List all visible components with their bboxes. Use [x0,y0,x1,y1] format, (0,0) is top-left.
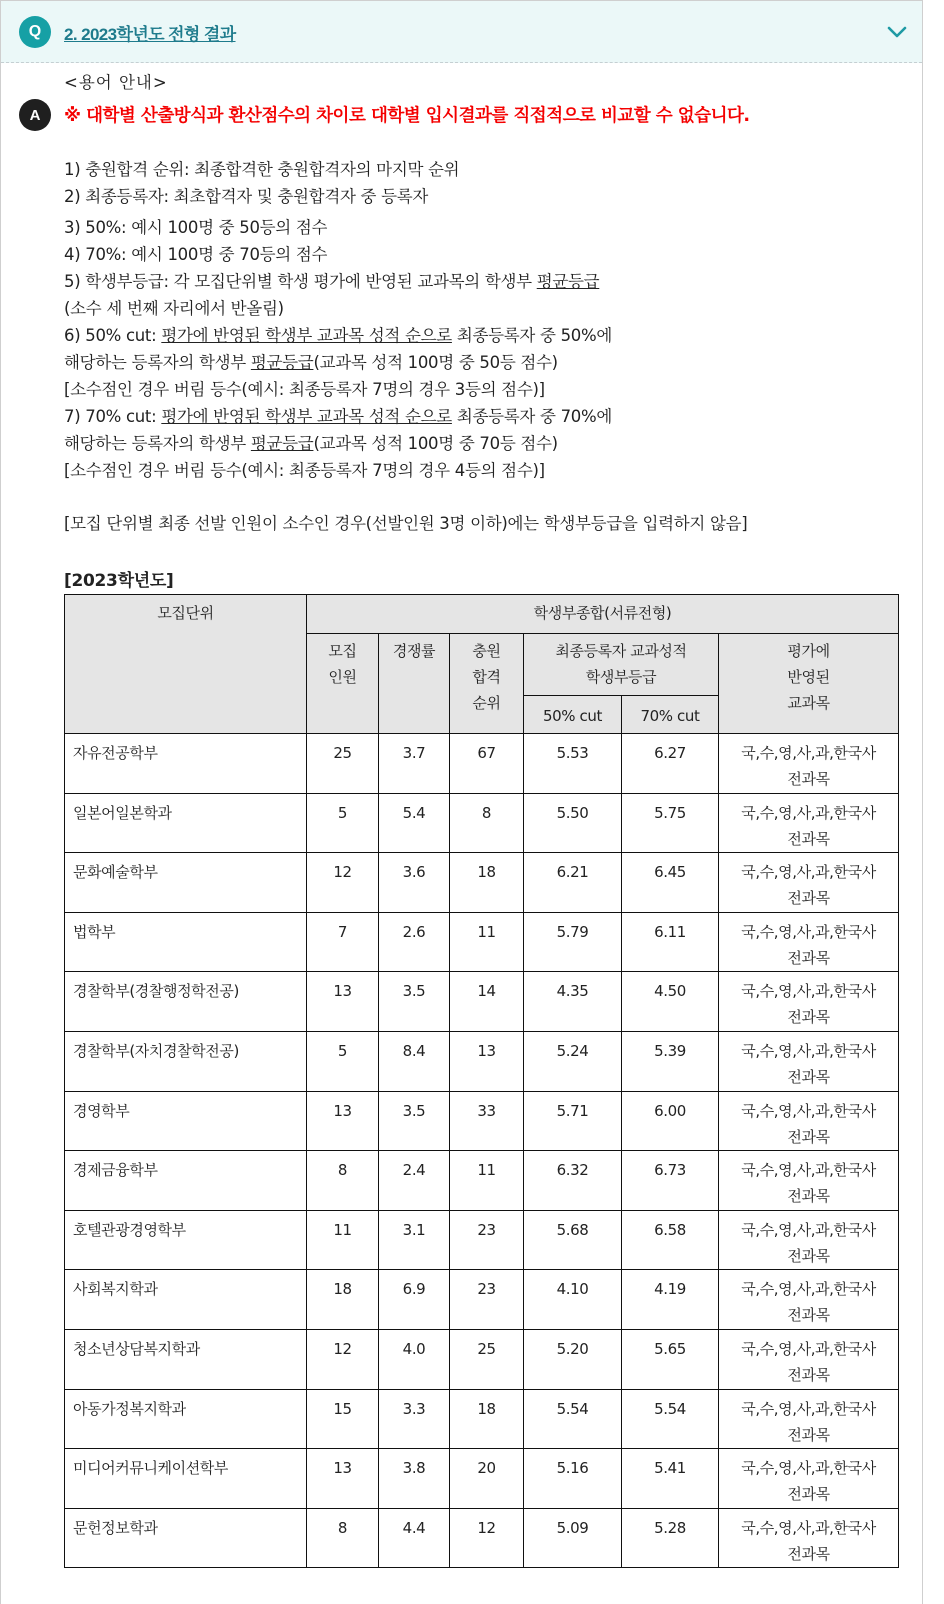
cell-cut70: 5.54 [622,1389,719,1449]
cell-cut70: 5.75 [622,793,719,853]
cell-unit: 경영학부 [65,1091,307,1151]
cell-quota: 18 [307,1270,379,1330]
cell-subjects: 국,수,영,사,과,한국사 전과목 [719,1329,899,1389]
header-cut70: 70% cut [622,696,719,734]
cell-cut50: 5.68 [524,1210,622,1270]
cell-unit: 아동가정복지학과 [65,1389,307,1449]
cell-rank: 18 [450,1389,524,1449]
cell-quota: 25 [307,734,379,794]
cell-cut50: 5.50 [524,793,622,853]
cell-unit: 법학부 [65,912,307,972]
cell-rate: 3.7 [379,734,450,794]
cell-rank: 13 [450,1031,524,1091]
cell-rate: 3.1 [379,1210,450,1270]
cell-unit: 청소년상담복지학과 [65,1329,307,1389]
cell-rate: 5.4 [379,793,450,853]
cell-unit: 경찰학부(경찰행정학전공) [65,972,307,1032]
cell-subjects: 국,수,영,사,과,한국사 전과목 [719,1389,899,1449]
cell-rate: 3.8 [379,1449,450,1509]
table-row [65,1270,899,1330]
cell-rank: 25 [450,1329,524,1389]
warning-notice: ※ 대학별 산출방식과 환산점수의 차이로 대학별 입시결과를 직접적으로 비교할 수 없습니다. [64,106,750,126]
header-unit: 모집단위 [65,595,307,734]
question-title-link[interactable]: 2. 2023학년도 전형 결과 [64,25,236,44]
cell-cut70: 6.45 [622,853,719,913]
answer-badge: A [19,99,51,131]
table-row [65,972,899,1032]
cell-unit: 자유전공학부 [65,734,307,794]
term-5: 5) 학생부등급: 각 모집단위별 학생 평가에 반영된 교과목의 학생부 평균등급 [64,272,600,291]
cell-rank: 14 [450,972,524,1032]
cell-unit: 미디어커뮤니케이션학부 [65,1449,307,1509]
cell-rank: 20 [450,1449,524,1509]
term-6: 6) 50% cut: 평가에 반영된 학생부 교과목 성적 순으로 최종등록자 중 50%에 [64,326,612,345]
cell-rate: 3.5 [379,1091,450,1151]
cell-quota: 8 [307,1508,379,1568]
cell-rate: 4.0 [379,1329,450,1389]
term-5-line2: (소수 세 번째 자리에서 반올림) [64,299,284,318]
cell-cut50: 5.20 [524,1329,622,1389]
cell-cut50: 6.21 [524,853,622,913]
term-7-line3: [소수점인 경우 버림 등수(예시: 최종등록자 7명의 경우 4등의 점수)] [64,461,545,480]
cell-cut50: 5.24 [524,1031,622,1091]
header-quota: 모집 인원 [307,634,379,734]
cell-unit: 경제금융학부 [65,1151,307,1211]
table-row [65,912,899,972]
cell-cut50: 5.09 [524,1508,622,1568]
cell-rank: 23 [450,1270,524,1330]
cell-cut50: 5.54 [524,1389,622,1449]
cell-subjects: 국,수,영,사,과,한국사 전과목 [719,1031,899,1091]
cell-cut50: 6.32 [524,1151,622,1211]
year-heading: [2023학년도] [64,571,174,591]
table-row [65,734,899,794]
cell-rate: 3.5 [379,972,450,1032]
cell-cut70: 5.41 [622,1449,719,1509]
cell-cut70: 4.50 [622,972,719,1032]
cell-subjects: 국,수,영,사,과,한국사 전과목 [719,734,899,794]
table-row [65,853,899,913]
table-row [65,1031,899,1091]
cell-unit: 경찰학부(자치경찰학전공) [65,1031,307,1091]
admission-results-table [64,594,899,1568]
cell-cut70: 6.58 [622,1210,719,1270]
header-rate: 경쟁률 [379,634,450,734]
cell-unit: 호텔관광경영학부 [65,1210,307,1270]
table-row [65,1449,899,1509]
cell-subjects: 국,수,영,사,과,한국사 전과목 [719,912,899,972]
term-1: 1) 충원합격 순위: 최종합격한 충원합격자의 마지막 순위 [64,160,460,179]
cell-quota: 8 [307,1151,379,1211]
cell-quota: 5 [307,1031,379,1091]
cell-unit: 사회복지학과 [65,1270,307,1330]
header-rank: 충원 합격 순위 [450,634,524,734]
table-row [65,1210,899,1270]
table-row [65,1091,899,1151]
term-7-line2: 해당하는 등록자의 학생부 평균등급(교과목 성적 100명 중 70등 점수) [64,434,558,453]
cell-quota: 12 [307,1329,379,1389]
term-3: 3) 50%: 예시 100명 중 50등의 점수 [64,218,328,237]
cell-cut50: 5.71 [524,1091,622,1151]
cell-rate: 4.4 [379,1508,450,1568]
cell-quota: 13 [307,1449,379,1509]
selection-note: [모집 단위별 최종 선발 인원이 소수인 경우(선발인원 3명 이하)에는 학생부등급을 입력하지 않음] [64,514,748,533]
cell-quota: 12 [307,853,379,913]
chevron-down-icon[interactable] [886,22,908,42]
cell-rate: 6.9 [379,1270,450,1330]
cell-subjects: 국,수,영,사,과,한국사 전과목 [719,1508,899,1568]
header-subjects: 평가에 반영된 교과목 [719,634,899,734]
cell-subjects: 국,수,영,사,과,한국사 전과목 [719,1210,899,1270]
cell-unit: 문헌정보학과 [65,1508,307,1568]
cell-rate: 2.6 [379,912,450,972]
cell-cut50: 4.35 [524,972,622,1032]
cell-subjects: 국,수,영,사,과,한국사 전과목 [719,793,899,853]
cell-quota: 13 [307,972,379,1032]
cell-rank: 8 [450,793,524,853]
cell-quota: 11 [307,1210,379,1270]
cell-quota: 5 [307,793,379,853]
cell-subjects: 국,수,영,사,과,한국사 전과목 [719,1270,899,1330]
cell-subjects: 국,수,영,사,과,한국사 전과목 [719,1151,899,1211]
cell-rate: 3.3 [379,1389,450,1449]
glossary-title: <용어 안내> [64,73,168,92]
cell-cut70: 6.73 [622,1151,719,1211]
cell-subjects: 국,수,영,사,과,한국사 전과목 [719,1449,899,1509]
term-7: 7) 70% cut: 평가에 반영된 학생부 교과목 성적 순으로 최종등록자 중 70%에 [64,407,612,426]
cell-rank: 23 [450,1210,524,1270]
cell-cut50: 5.53 [524,734,622,794]
table-row [65,1329,899,1389]
cell-cut50: 4.10 [524,1270,622,1330]
header-grade: 최종등록자 교과성적 학생부등급 [524,634,719,696]
cell-cut50: 5.16 [524,1449,622,1509]
cell-cut70: 6.27 [622,734,719,794]
term-2: 2) 최종등록자: 최초합격자 및 충원합격자 중 등록자 [64,187,429,206]
cell-cut70: 5.65 [622,1329,719,1389]
cell-subjects: 국,수,영,사,과,한국사 전과목 [719,972,899,1032]
question-badge: Q [19,16,51,48]
header-cut50: 50% cut [524,696,622,734]
term-6-line3: [소수점인 경우 버림 등수(예시: 최종등록자 7명의 경우 3등의 점수)] [64,380,545,399]
cell-cut50: 5.79 [524,912,622,972]
cell-rate: 2.4 [379,1151,450,1211]
cell-unit: 일본어일본학과 [65,793,307,853]
cell-rate: 3.6 [379,853,450,913]
cell-rank: 67 [450,734,524,794]
table-row [65,1508,899,1568]
cell-rank: 18 [450,853,524,913]
table-row [65,1389,899,1449]
cell-cut70: 6.11 [622,912,719,972]
term-6-line2: 해당하는 등록자의 학생부 평균등급(교과목 성적 100명 중 50등 점수) [64,353,558,372]
cell-cut70: 4.19 [622,1270,719,1330]
cell-rank: 11 [450,1151,524,1211]
cell-subjects: 국,수,영,사,과,한국사 전과목 [719,853,899,913]
cell-rank: 11 [450,912,524,972]
cell-subjects: 국,수,영,사,과,한국사 전과목 [719,1091,899,1151]
table-row [65,793,899,853]
cell-cut70: 5.28 [622,1508,719,1568]
cell-unit: 문화예술학부 [65,853,307,913]
cell-quota: 7 [307,912,379,972]
header-group: 학생부종합(서류전형) [307,595,899,634]
cell-quota: 15 [307,1389,379,1449]
question-header[interactable] [1,1,922,63]
cell-cut70: 6.00 [622,1091,719,1151]
cell-rate: 8.4 [379,1031,450,1091]
answer-body [64,69,904,595]
cell-cut70: 5.39 [622,1031,719,1091]
cell-rank: 12 [450,1508,524,1568]
cell-rank: 33 [450,1091,524,1151]
term-4: 4) 70%: 예시 100명 중 70등의 점수 [64,245,328,264]
cell-quota: 13 [307,1091,379,1151]
table-row [65,1151,899,1211]
